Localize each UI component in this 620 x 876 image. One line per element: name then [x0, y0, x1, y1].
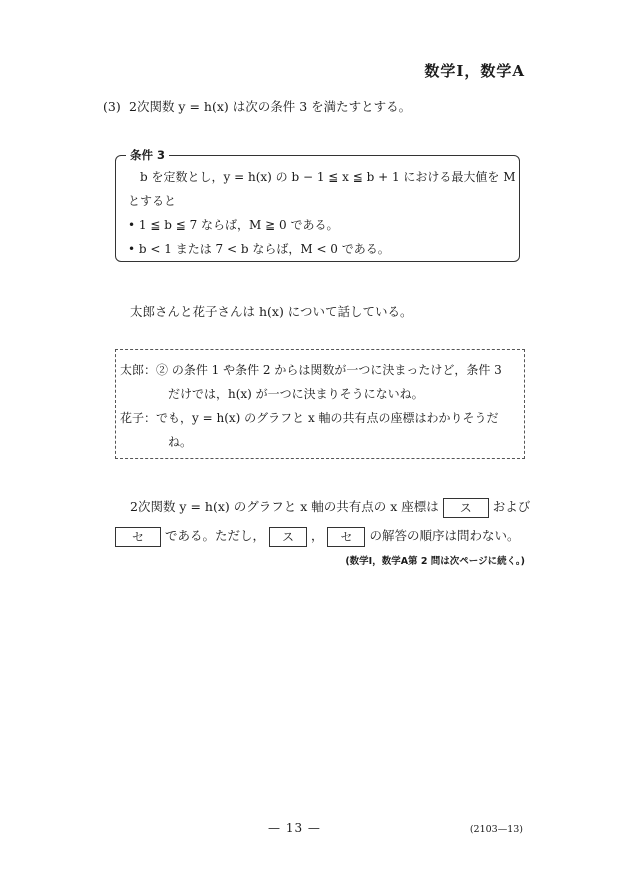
exam-code: (2103—13)	[469, 824, 523, 835]
answer-box-su[interactable]: ス	[443, 498, 489, 518]
problem-statement	[103, 97, 411, 115]
dialog-intro: 太郎さんと花子さんは h(x) について話している。	[130, 304, 413, 319]
continue-note: (数学Ⅰ，数学A第 2 問は次ページに続く。)	[345, 556, 525, 567]
taro-line-2: だけでは，h(x) が一つに決まりそうにないね。	[168, 387, 424, 401]
hanako-line-2: ね。	[168, 435, 193, 449]
dialog-box	[115, 349, 525, 459]
problem-number: (3)	[103, 99, 121, 114]
answer-box-se[interactable]: セ	[115, 527, 161, 547]
taro-speaker: 太郎：	[120, 363, 157, 377]
hanako-speaker: 花子：	[120, 411, 157, 425]
condition3-bullet-2: • b < 1 または 7 < b ならば，M < 0 である。	[128, 242, 390, 256]
condition3-title: 条件 3	[126, 147, 169, 163]
condition3-line-2: とすると	[128, 194, 177, 208]
problem-text: 2次関数 y = h(x) は次の条件 3 を満たすとする。	[129, 99, 412, 114]
question-line-2	[115, 526, 519, 547]
condition3-box	[115, 148, 520, 262]
question-text-1: 2次関数 y = h(x) のグラフと x 軸の共有点の x 座標は	[130, 499, 439, 514]
question-text-1-end: および	[492, 499, 531, 514]
page-number: — 13 —	[268, 821, 321, 835]
question-comma: ，	[310, 528, 324, 543]
hanako-line-1: でも，y = h(x) のグラフと x 軸の共有点の座標はわかりそうだ	[156, 411, 499, 425]
question-line-1	[130, 497, 530, 518]
page-header-title: 数学Ⅰ，数学A	[424, 62, 525, 80]
answer-box-su-ref: ス	[269, 527, 307, 547]
taro-line-1: ② の条件 1 や条件 2 からは関数が一つに決まったけど，条件 3	[156, 363, 502, 377]
answer-box-se-ref: セ	[327, 527, 365, 547]
question-text-2-mid: である。ただし，	[164, 528, 265, 543]
condition3-line-1: b を定数とし，y = h(x) の b − 1 ≦ x ≦ b + 1 における最大値を M	[140, 170, 516, 184]
condition3-bullet-1: • 1 ≦ b ≦ 7 ならば，M ≧ 0 である。	[128, 218, 339, 232]
question-text-2-end: の解答の順序は問わない。	[369, 528, 520, 543]
